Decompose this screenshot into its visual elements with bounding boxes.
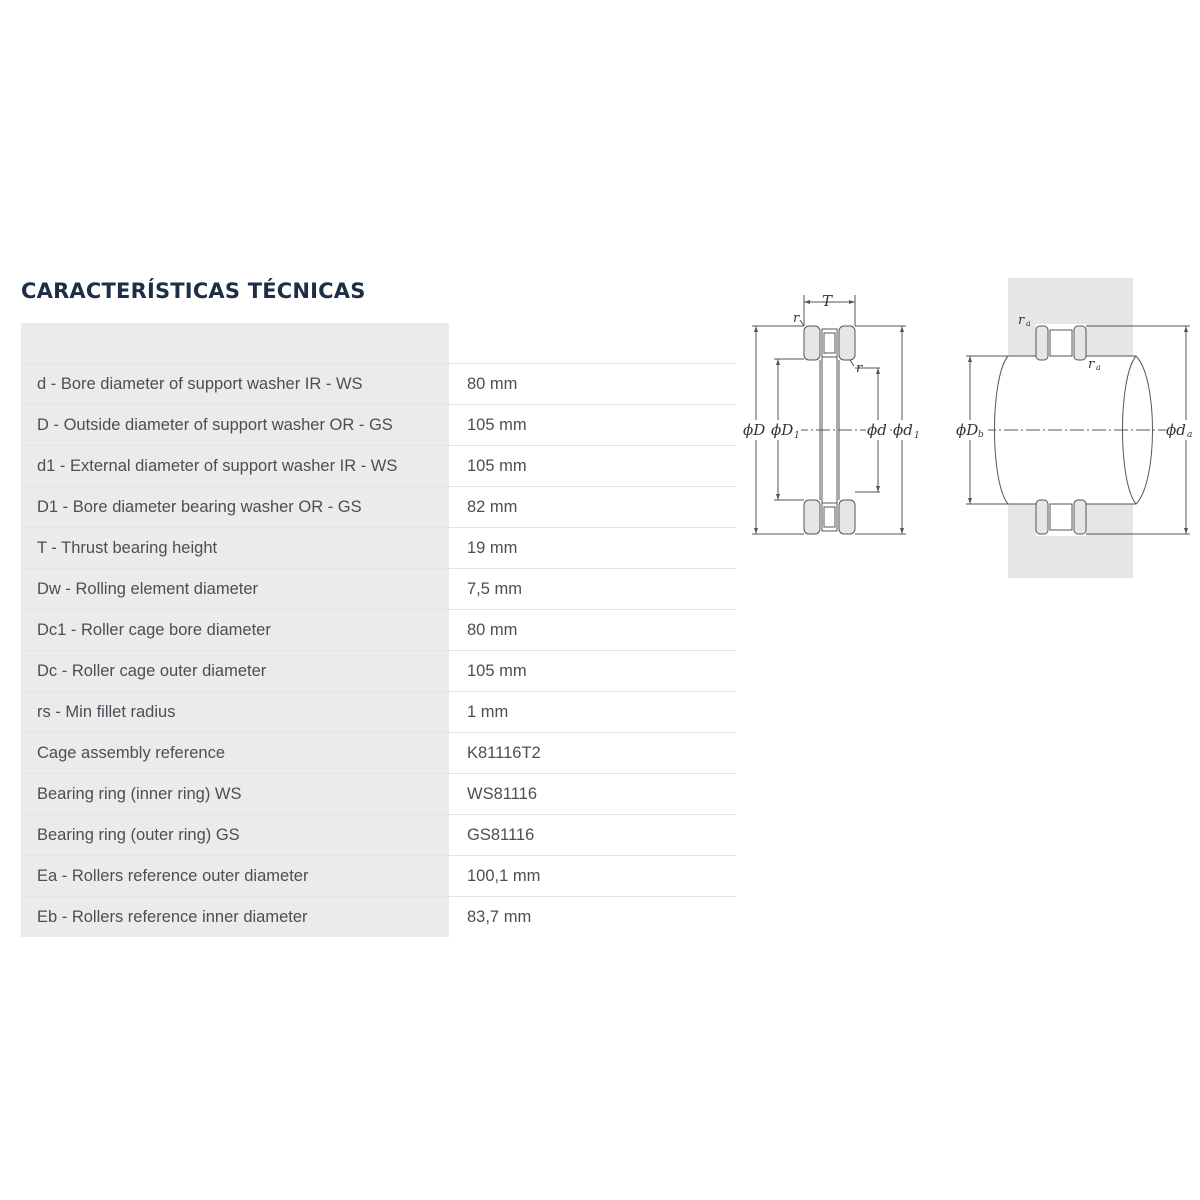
label-phi-d1-sub: 1 <box>914 431 920 441</box>
spec-value: 83,7 mm <box>467 907 532 926</box>
table-header-value <box>449 323 736 364</box>
table-row <box>21 569 736 610</box>
spec-value: GS81116 <box>449 815 736 856</box>
label-ra-mid-sub: a <box>1096 363 1101 372</box>
table-header-key <box>21 323 449 364</box>
spec-label: d1 - External diameter of support washer IR - WS <box>21 446 449 487</box>
spec-value: 7,5 mm <box>449 569 736 610</box>
spec-value: 80 mm <box>449 610 736 651</box>
label-phi-da: ϕd <box>1166 421 1186 439</box>
spec-label: D1 - Bore diameter bearing washer OR - GS <box>21 487 449 528</box>
table-row <box>21 487 736 528</box>
spec-value: 80 mm <box>449 364 736 405</box>
spec-value: 1 mm <box>449 692 736 733</box>
table-row <box>21 364 736 405</box>
table-row <box>21 815 736 856</box>
table-row <box>21 405 736 446</box>
table-header-row <box>21 323 736 364</box>
spec-label: Dw - Rolling element diameter <box>21 569 449 610</box>
label-phi-D: ϕD <box>743 421 766 439</box>
label-phi-da-sub: a <box>1187 430 1193 440</box>
label-phi-D1: ϕD <box>771 421 794 439</box>
table-row <box>21 610 736 651</box>
label-ra-top: r <box>1018 313 1025 328</box>
label-phi-d: ϕd <box>867 421 887 439</box>
label-ra-top-sub: a <box>1026 319 1031 328</box>
label-ra-mid: r <box>1088 357 1095 372</box>
spec-value: K81116T2 <box>449 733 736 774</box>
label-r-mid: r <box>856 361 863 376</box>
label-r-top: r <box>793 311 800 326</box>
label-phi-Db: ϕD <box>956 421 979 439</box>
spec-label: Bearing ring (outer ring) GS <box>21 815 449 856</box>
spec-label: T - Thrust bearing height <box>21 528 449 569</box>
table-row <box>21 897 736 938</box>
spec-label: Dc - Roller cage outer diameter <box>21 651 449 692</box>
table-row <box>21 651 736 692</box>
spec-value: WS81116 <box>449 774 736 815</box>
spec-label: D - Outside diameter of support washer OR - GS <box>21 405 449 446</box>
label-T: T <box>822 292 833 310</box>
spec-label: Ea - Rollers reference outer diameter <box>21 856 449 897</box>
spec-table <box>21 323 736 937</box>
spec-label: rs - Min fillet radius <box>21 692 449 733</box>
spec-value: 105 mm <box>449 651 736 692</box>
page-title: CARACTERÍSTICAS TÉCNICAS <box>21 279 366 303</box>
spec-label: Eb - Rollers reference inner diameter <box>21 897 449 938</box>
spec-value: 19 mm <box>449 528 736 569</box>
table-row <box>21 446 736 487</box>
table-row <box>21 856 736 897</box>
table-row <box>21 733 736 774</box>
spec-value: 105 mm <box>449 405 736 446</box>
label-phi-Db-sub: b <box>978 430 984 440</box>
mounting-section <box>960 278 1193 578</box>
spec-value: 100,1 mm <box>449 856 736 897</box>
spec-value: 105 mm <box>449 446 736 487</box>
table-row <box>21 774 736 815</box>
spec-value: 82 mm <box>449 487 736 528</box>
spec-label: Cage assembly reference <box>21 733 449 774</box>
label-phi-d1: ϕd <box>893 421 913 439</box>
spec-label: d - Bore diameter of support washer IR - WS <box>21 364 449 405</box>
table-row <box>21 528 736 569</box>
spec-label: Dc1 - Roller cage bore diameter <box>21 610 449 651</box>
bearing-dimension-diagram <box>738 268 1200 580</box>
label-phi-D1-sub: 1 <box>794 431 800 441</box>
table-row <box>21 692 736 733</box>
bearing-section <box>750 295 908 534</box>
spec-label: Bearing ring (inner ring) WS <box>21 774 449 815</box>
